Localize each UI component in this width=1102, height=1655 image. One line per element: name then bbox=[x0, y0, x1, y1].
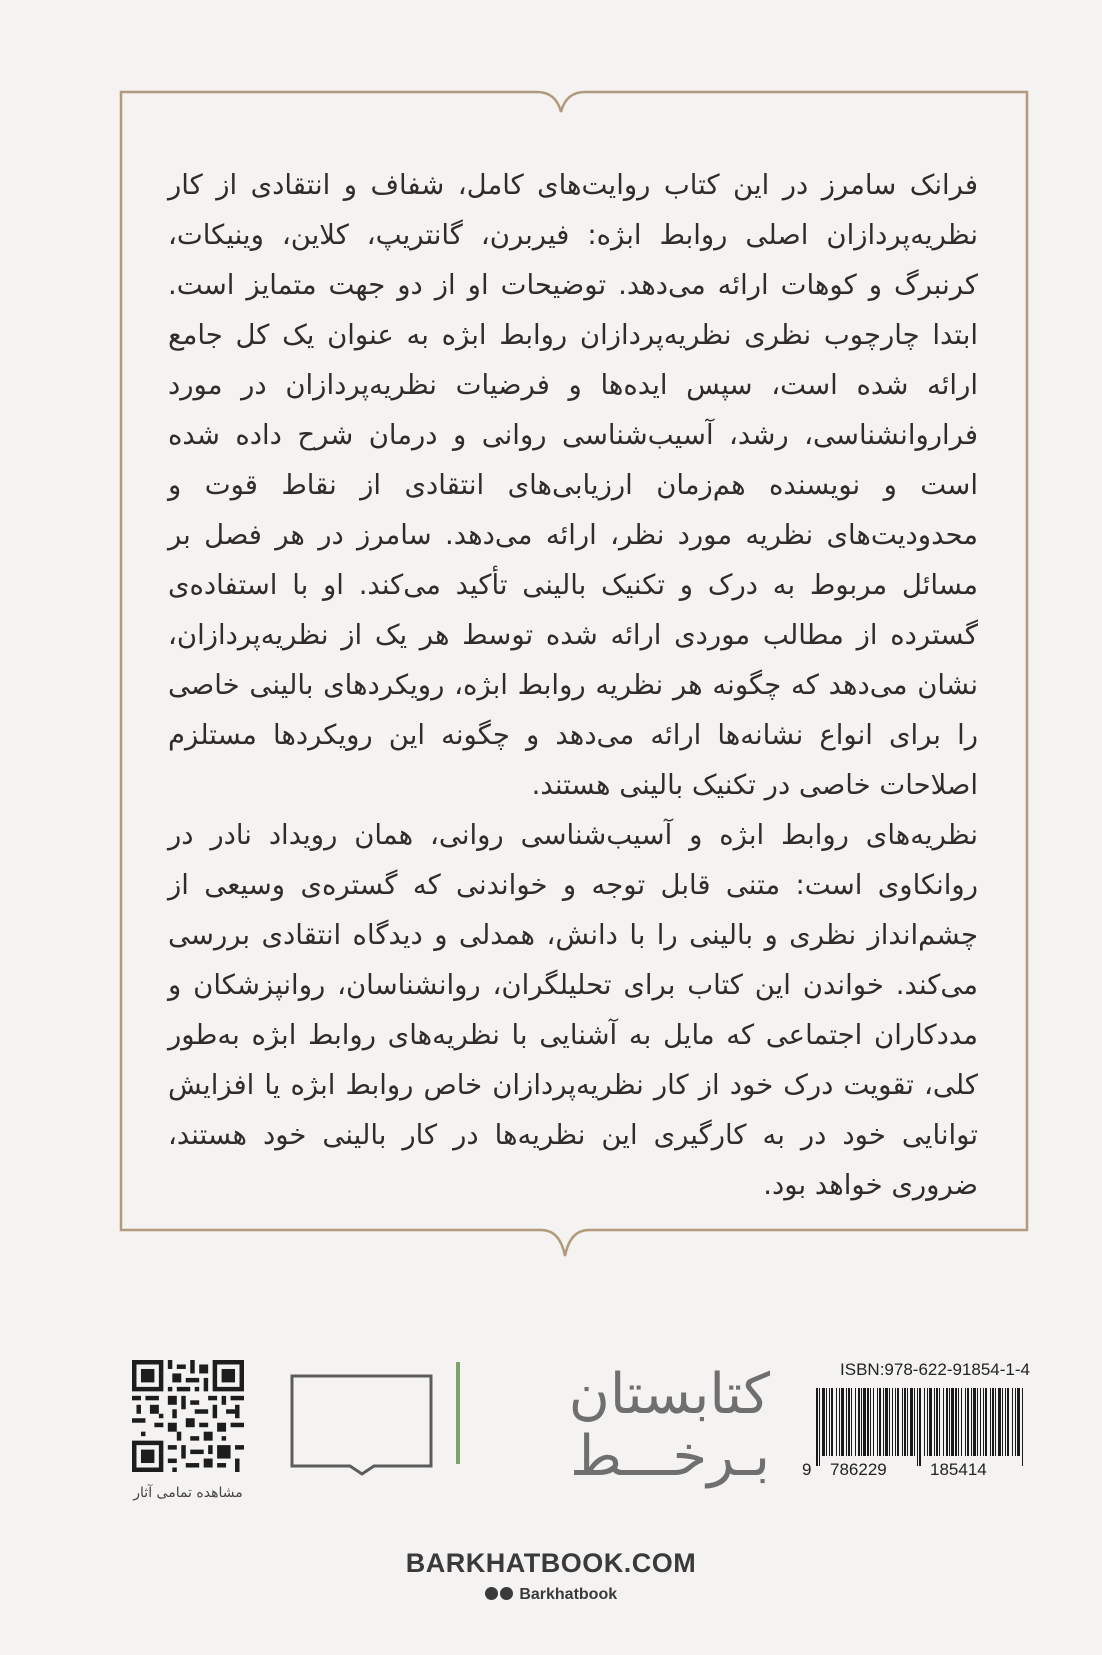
barcode-bar bbox=[995, 1388, 996, 1456]
barcode-bar bbox=[897, 1388, 899, 1456]
barcode-bar bbox=[958, 1388, 959, 1456]
barcode-bar bbox=[816, 1388, 818, 1466]
barcode-bar bbox=[895, 1388, 896, 1456]
barcode-bar bbox=[861, 1388, 862, 1456]
barcode-bar bbox=[851, 1388, 852, 1456]
barcode-bar bbox=[1007, 1388, 1009, 1456]
barcode-bar bbox=[831, 1388, 833, 1456]
barcode-bar bbox=[927, 1388, 928, 1456]
barcode-bar bbox=[983, 1388, 984, 1456]
open-book-icon bbox=[286, 1368, 436, 1478]
barcode-digit-lead: 9 bbox=[802, 1460, 812, 1479]
barcode-digits-left: 786229 bbox=[830, 1460, 887, 1479]
barcode-bar bbox=[951, 1388, 954, 1456]
barcode-bar bbox=[939, 1388, 940, 1456]
barcode-bar bbox=[819, 1388, 820, 1466]
barcode-bar bbox=[977, 1388, 978, 1456]
logo-line-2: بـرخـــط bbox=[570, 1424, 770, 1489]
barcode-bar bbox=[910, 1388, 913, 1456]
logo-divider-bar bbox=[456, 1362, 460, 1464]
barcode-bar bbox=[885, 1388, 888, 1456]
barcode-bar bbox=[919, 1388, 921, 1466]
barcode-bar bbox=[934, 1388, 935, 1456]
barcode-bar bbox=[902, 1388, 903, 1456]
barcode-bar bbox=[879, 1388, 881, 1456]
barcode-bar bbox=[965, 1388, 966, 1456]
barcode-bar bbox=[949, 1388, 950, 1456]
qr-caption: مشاهده تمامی آثار bbox=[133, 1485, 243, 1501]
blurb-paragraph-1: فرانک سامرز در این کتاب روایت‌های کامل، شفاف و انتقادی از کار نظریه‌پردازان اصلی روابط ابژه: فیربرن، گانتریپ، کلاین، وینیکات، کرنبرگ و کوهات ارائه می‌دهد. توضیحات او از دو جهت متمایز است. ابتدا چارچوب نظری نظریه‌پردازان روابط ابژه به عنوان یک کل جامع ارائه شده است، سپس ایده‌ها و فرضیات نظریه‌پردازان در مورد فراروانشناسی، رشد، آسیب‌شناسی روانی و درمان شرح داده شده است و نویسنده هم‌زمان ارزیابی‌های انتقادی از نقاط قوت و محدودیت‌های نظریه مورد نظر، ارائه می‌دهد. سامرز در هر فصل بر مسائل مربوط به درک و تکنیک بالینی تأکید می‌کند. او با استفاده‌ی گسترده از مطالب موردی ارائه شده توسط هر یک از نظریه‌پردازان، نشان می‌دهد که چگونه هر نظریه روابط ابژه، رویکردهای بالینی خاصی را برای انواع نشانه‌ها ارائه می‌دهد و چگونه این رویکردها مستلزم اصلاحات خاصی در تکنیک بالینی هستند. bbox=[168, 169, 978, 801]
barcode-bar bbox=[870, 1388, 871, 1456]
barcode-bar bbox=[858, 1388, 860, 1456]
barcode-bar bbox=[980, 1388, 981, 1456]
barcode-bar bbox=[892, 1388, 893, 1456]
instagram-icon bbox=[485, 1587, 498, 1600]
barcode-bar bbox=[967, 1388, 969, 1456]
publisher-logo bbox=[300, 1362, 770, 1492]
barcode-bar bbox=[877, 1388, 878, 1456]
barcode-bar bbox=[929, 1388, 932, 1456]
barcode-bar bbox=[822, 1388, 825, 1456]
barcode-bar bbox=[907, 1388, 908, 1456]
barcode-bar bbox=[1012, 1388, 1013, 1456]
barcode-digits-right: 185414 bbox=[930, 1460, 987, 1479]
barcode-bar bbox=[883, 1388, 884, 1456]
barcode bbox=[810, 1388, 1030, 1468]
blurb-paragraph-2: نظریه‌های روابط ابژه و آسیب‌شناسی روانی، همان رویداد نادر در روانکاوی است: متنی قابل توجه و خواندنی که گستره‌ی وسیعی از چشم‌انداز نظری و بالینی را با دانش، همدلی و دیدگاه انتقادی بررسی می‌کند. خواندن این کتاب برای تحلیلگران، روانشناسان، روانپزشکان و مددکاران اجتماعی که مایل به آشنایی با نظریه‌های روابط ابژه به‌طور کلی، تقویت درک خود از کار نظریه‌پردازان خاص روابط ابژه یا افزایش توانایی خود در به کارگیری این نظریه‌ها در کار بالینی خود هستند، ضروری خواهد بود. bbox=[168, 819, 978, 1201]
barcode-bar bbox=[904, 1388, 906, 1456]
barcode-bar bbox=[829, 1388, 830, 1456]
barcode-bar bbox=[836, 1388, 837, 1456]
barcode-bar bbox=[867, 1388, 869, 1456]
barcode-bar bbox=[873, 1388, 874, 1456]
qr-code[interactable] bbox=[132, 1360, 244, 1472]
barcode-bar bbox=[839, 1388, 840, 1456]
barcode-bar bbox=[924, 1388, 925, 1456]
barcode-bar bbox=[826, 1388, 827, 1456]
barcode-bar bbox=[1017, 1388, 1020, 1456]
barcode-bar bbox=[936, 1388, 938, 1456]
isbn-label: ISBN:978-622-91854-1-4 bbox=[840, 1360, 1030, 1379]
barcode-bar bbox=[943, 1388, 944, 1456]
barcode-bar bbox=[1002, 1388, 1003, 1456]
logo-wordmark bbox=[500, 1364, 770, 1488]
barcode-bar bbox=[848, 1388, 850, 1456]
barcode-bar bbox=[992, 1388, 994, 1456]
barcode-bar bbox=[841, 1388, 844, 1456]
barcode-bar bbox=[917, 1388, 918, 1466]
social-handle-text: Barkhatbook bbox=[519, 1586, 618, 1603]
telegram-icon bbox=[500, 1587, 513, 1600]
barcode-bar bbox=[1022, 1388, 1023, 1466]
barcode-bar bbox=[1005, 1388, 1006, 1456]
barcode-bar bbox=[914, 1388, 915, 1456]
barcode-bar bbox=[998, 1388, 1001, 1456]
barcode-bar bbox=[889, 1388, 890, 1456]
barcode-bar bbox=[961, 1388, 962, 1456]
logo-line-1: کتابستان bbox=[568, 1362, 770, 1427]
barcode-bar bbox=[971, 1388, 972, 1456]
barcode-bar bbox=[990, 1388, 991, 1456]
barcode-bar bbox=[1015, 1388, 1016, 1456]
website-url[interactable]: BARKHATBOOK.COM bbox=[405, 1548, 697, 1578]
barcode-bar bbox=[973, 1388, 976, 1456]
barcode-bar bbox=[955, 1388, 957, 1456]
barcode-bar bbox=[855, 1388, 856, 1456]
barcode-bar bbox=[946, 1388, 948, 1456]
barcode-bar bbox=[863, 1388, 866, 1456]
barcode-bar bbox=[985, 1388, 987, 1456]
back-cover-blurb bbox=[168, 160, 978, 1210]
social-handle[interactable] bbox=[0, 1586, 1102, 1604]
barcode-bar bbox=[846, 1388, 847, 1456]
